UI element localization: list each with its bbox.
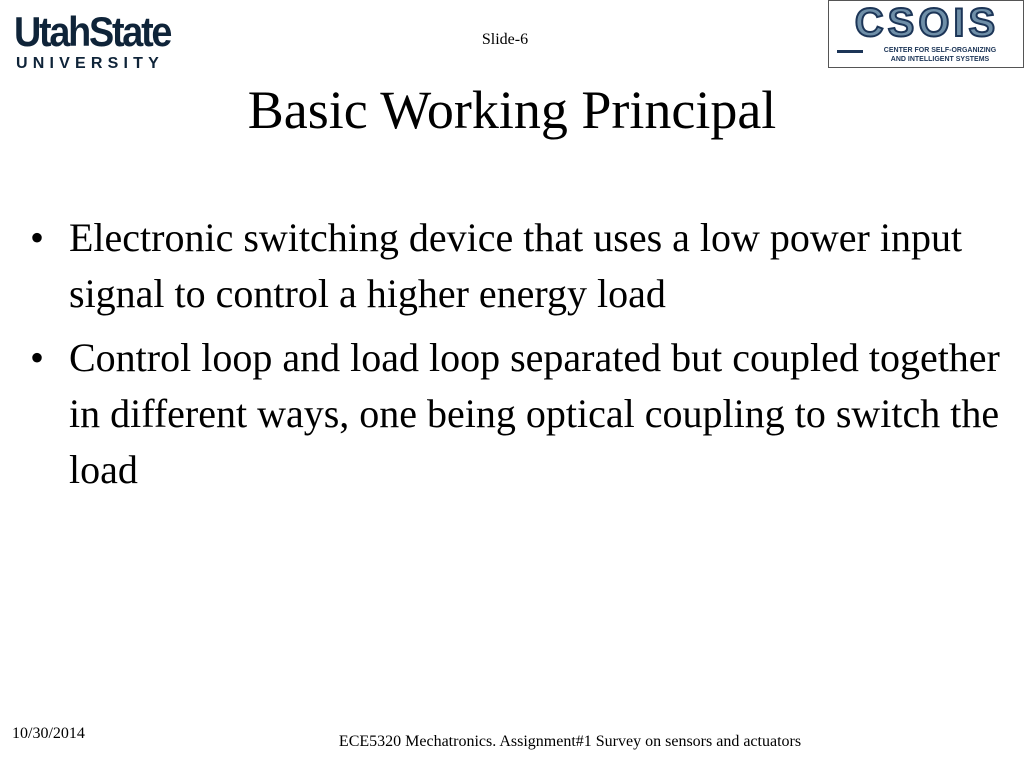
utah-state-university-logo [14,10,200,72]
csois-logo [828,0,1024,68]
csois-logo-bar [837,50,863,53]
slide-number: Slide-6 [481,31,529,48]
bullet-marker: • [30,215,45,260]
bullet-item [30,210,1000,322]
csois-logo-subtitle-line1: CENTER FOR SELF-ORGANIZING [883,47,997,54]
bullet-text: Control loop and load loop separated but coupled together in different ways, one being optical coupling to switch the load [69,335,1000,492]
bullet-list [30,210,1000,506]
bullet-item [30,330,1000,498]
bullet-text: Electronic switching device that uses a low power input signal to control a higher energy load [69,215,963,316]
csois-logo-wordmark: CSOIS [854,1,1000,45]
footer-course-title: ECE5320 Mechatronics. Assignment#1 Survey on sensors and actuators [338,733,802,750]
usu-logo-subtitle: UNIVERSITY [16,55,165,72]
usu-logo-wordmark: UtahState [14,8,171,55]
bullet-marker: • [30,335,45,380]
csois-logo-subtitle-line2: AND INTELLIGENT SYSTEMS [890,56,990,63]
slide-title: Basic Working Principal [247,80,777,140]
footer-date: 10/30/2014 [12,725,85,742]
